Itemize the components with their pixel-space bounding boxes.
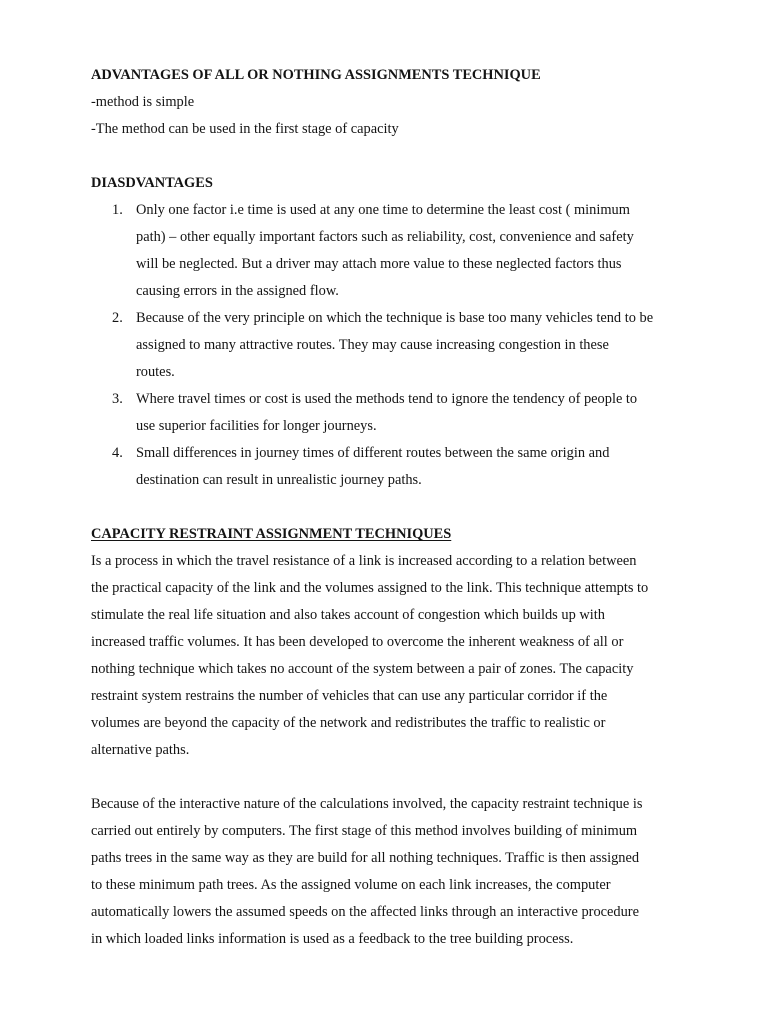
- list-item-number: 1.: [112, 202, 123, 218]
- paragraph-line: nothing technique which takes no account of the system between a pair of zones. The capacity: [91, 661, 634, 677]
- disadvantages-list: [91, 197, 691, 494]
- list-item-line: routes.: [136, 364, 175, 380]
- paragraph-line: to these minimum path trees. As the assigned volume on each link increases, the computer: [91, 877, 611, 893]
- paragraph-line: Because of the interactive nature of the calculations involved, the capacity restraint technique is: [91, 796, 643, 812]
- list-item: [91, 305, 691, 386]
- advantages-line: -method is simple: [91, 94, 195, 110]
- paragraph-line: volumes are beyond the capacity of the network and redistributes the traffic to realistic or: [91, 715, 606, 731]
- paragraph-line: paths trees in the same way as they are build for all nothing techniques. Traffic is then assigned: [91, 850, 640, 866]
- paragraph: [91, 548, 691, 764]
- list-item-line: path) – other equally important factors such as reliability, cost, convenience and safety: [136, 229, 634, 245]
- list-item-line: use superior facilities for longer journeys.: [136, 418, 377, 434]
- spacer: [91, 764, 691, 791]
- list-item-number: 3.: [112, 391, 123, 407]
- list-item-line: assigned to many attractive routes. They may cause increasing congestion in these: [136, 337, 609, 353]
- capacity-restraint-heading-text: CAPACITY RESTRAINT ASSIGNMENT TECHNIQUES: [91, 526, 452, 542]
- disadvantages-heading: DIASDVANTAGES: [91, 175, 213, 191]
- paragraph: [91, 791, 691, 953]
- list-item-line: Only one factor i.e time is used at any one time to determine the least cost ( minimum: [136, 202, 630, 218]
- paragraph-line: stimulate the real life situation and also takes account of congestion which builds up with: [91, 607, 605, 623]
- paragraph-line: alternative paths.: [91, 742, 190, 758]
- paragraph-line: in which loaded links information is used as a feedback to the tree building process.: [91, 931, 574, 947]
- paragraph-line: carried out entirely by computers. The first stage of this method involves building of minimum: [91, 823, 638, 839]
- paragraph-line: the practical capacity of the link and the volumes assigned to the link. This technique attempts to: [91, 580, 649, 596]
- list-item-line: Where travel times or cost is used the methods tend to ignore the tendency of people to: [136, 391, 638, 407]
- advantages-line: -The method can be used in the first stage of capacity: [91, 121, 399, 137]
- list-item-number: 2.: [112, 310, 123, 326]
- capacity-restraint-heading: [91, 521, 691, 548]
- paragraph-line: Is a process in which the travel resistance of a link is increased according to a relation between: [91, 553, 637, 569]
- list-item: [91, 197, 691, 305]
- spacer: [91, 494, 691, 521]
- paragraph-line: automatically lowers the assumed speeds on the affected links through an interactive procedure: [91, 904, 639, 920]
- list-item-line: Small differences in journey times of different routes between the same origin and: [136, 445, 610, 461]
- list-item-line: will be neglected. But a driver may attach more value to these neglected factors thus: [136, 256, 622, 272]
- list-item: [91, 386, 691, 440]
- list-item: [91, 440, 691, 494]
- paragraph-line: restraint system restrains the number of vehicles that can use any particular corridor if the: [91, 688, 608, 704]
- list-item-line: destination can result in unrealistic journey paths.: [136, 472, 422, 488]
- spacer: [91, 143, 691, 170]
- list-item-number: 4.: [112, 445, 123, 461]
- advantages-heading: ADVANTAGES OF ALL OR NOTHING ASSIGNMENTS TECHNIQUE: [91, 67, 541, 83]
- paragraph-line: increased traffic volumes. It has been developed to overcome the inherent weakness of all or: [91, 634, 624, 650]
- document-page: [91, 62, 691, 953]
- list-item-line: Because of the very principle on which the technique is base too many vehicles tend to be: [136, 310, 654, 326]
- list-item-line: causing errors in the assigned flow.: [136, 283, 339, 299]
